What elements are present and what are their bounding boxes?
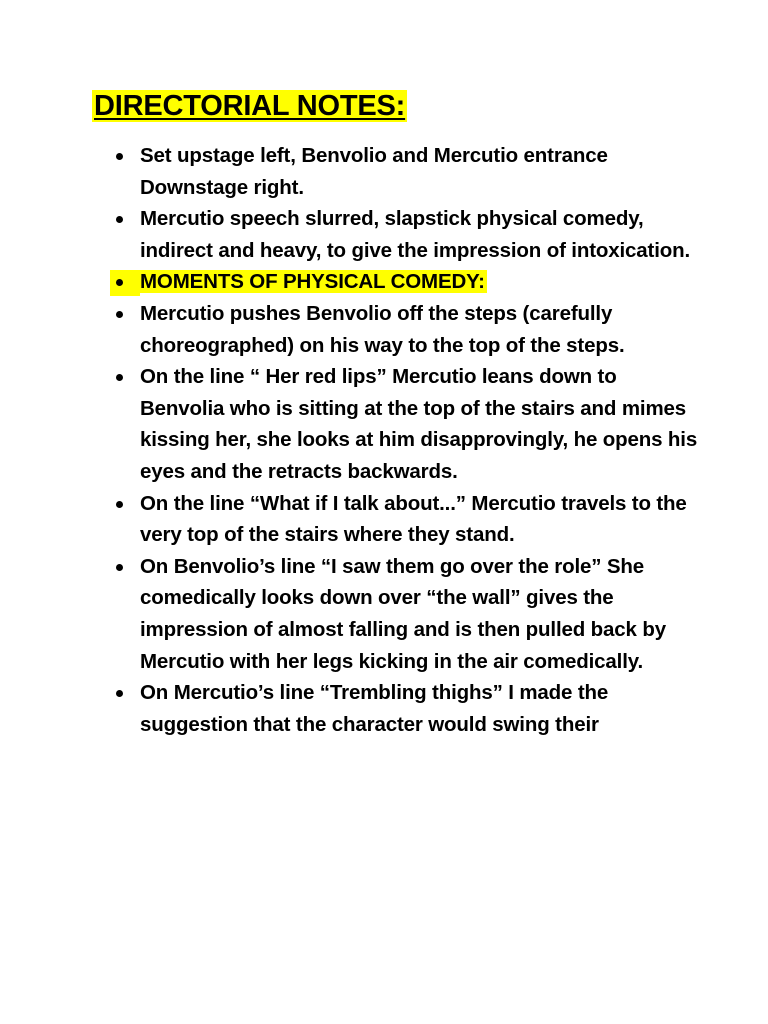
notes-list: [110, 140, 700, 740]
list-item: [110, 140, 700, 203]
list-item: [110, 488, 700, 551]
note-text: On the line “What if I talk about...” Mercutio travels to the very top of the stairs where they stand.: [140, 491, 687, 547]
bullet-icon: [116, 216, 123, 223]
note-text: Mercutio pushes Benvolio off the steps (carefully choreographed) on his way to the top of the steps.: [140, 301, 625, 357]
page-title: [92, 88, 407, 124]
section-subheading: [110, 266, 700, 298]
list-item: [110, 677, 700, 740]
list-item: [110, 361, 700, 487]
note-text: On Benvolio’s line “I saw them go over the role” She comedically looks down over “the wall” gives the impression of almost falling and is then pulled back by Mercutio with her legs kicking in the air comedically.: [140, 554, 666, 673]
list-item: [110, 203, 700, 266]
title-highlight: DIRECTORIAL NOTES:: [94, 90, 406, 122]
bullet-icon: [116, 564, 123, 571]
note-text: On Mercutio’s line “Trembling thighs” I made the suggestion that the character would swing their: [140, 681, 609, 736]
bullet-highlight: [110, 270, 140, 296]
note-text: MOMENTS OF PHYSICAL COMEDY:: [140, 270, 485, 294]
bullet-icon: [116, 374, 123, 381]
list-item: [110, 551, 700, 677]
list-item: [110, 298, 700, 361]
bullet-icon: [116, 690, 123, 697]
note-text: Mercutio speech slurred, slapstick physical comedy, indirect and heavy, to give the impression of intoxication.: [140, 207, 691, 262]
note-text: On the line “ Her red lips” Mercutio leans down to Benvolia who is sitting at the top of the stairs and mimes kissing her, she looks at him disapprovingly, he opens his eyes and the retracts backwards.: [140, 365, 698, 483]
note-text: Set upstage left, Benvolio and Mercutio entrance Downstage right.: [140, 144, 608, 199]
bullet-icon: [116, 153, 123, 160]
bullet-icon: [116, 311, 123, 318]
bullet-icon: [116, 501, 123, 508]
